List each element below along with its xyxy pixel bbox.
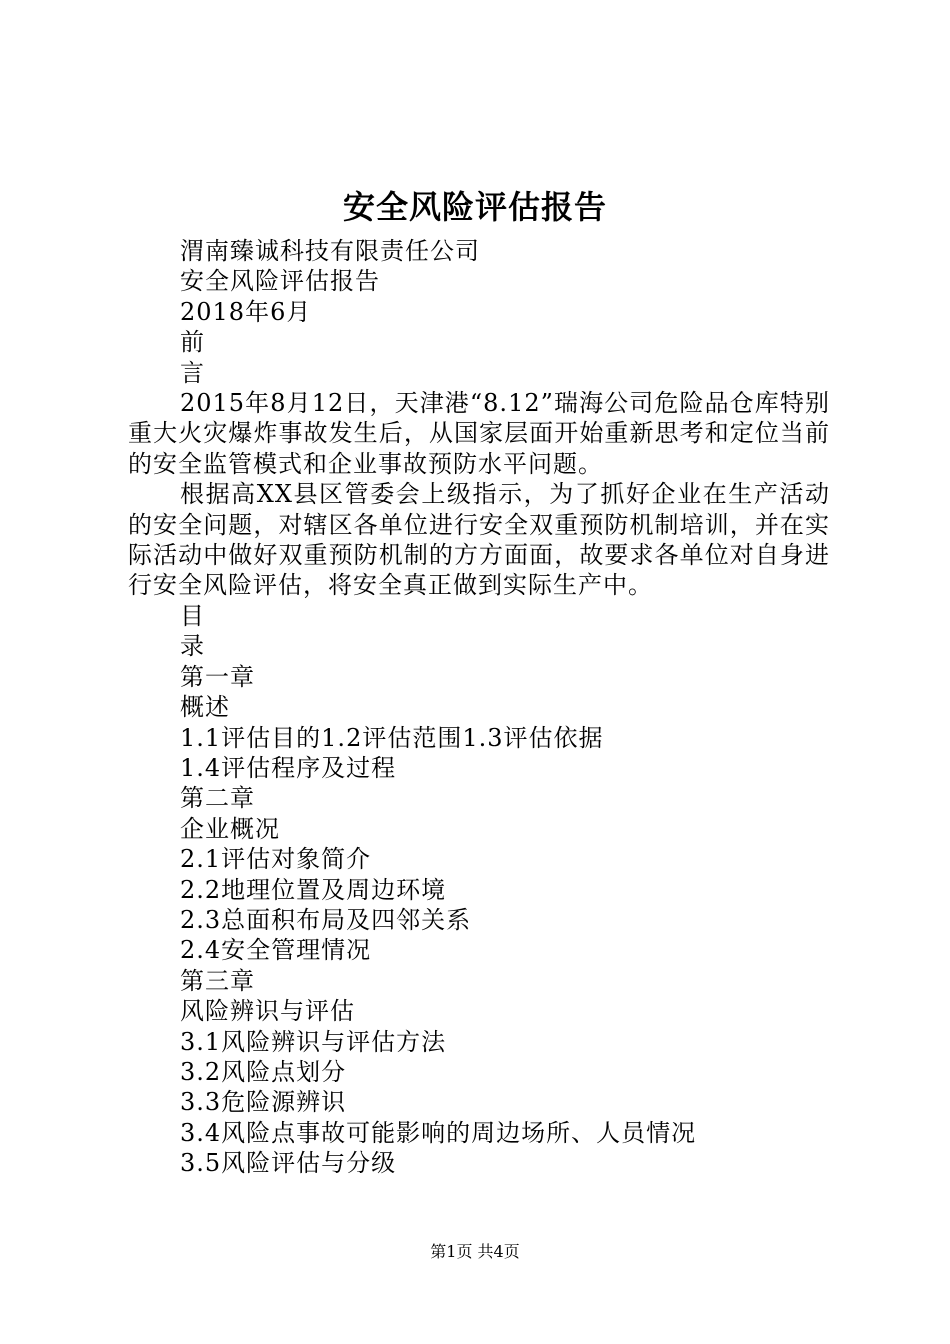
toc-chapter-title: 概述 <box>180 693 230 722</box>
document-title: 安全风险评估报告 <box>342 188 607 226</box>
toc-entry: 1.4评估程序及过程 <box>180 753 397 782</box>
toc-heading-2: 录 <box>180 632 205 661</box>
toc-entry: 2.2地理位置及周边环境 <box>180 875 447 904</box>
toc-chapter: 第三章 <box>180 966 255 995</box>
toc-entry: 3.5风险评估与分级 <box>180 1149 397 1178</box>
report-name: 安全风险评估报告 <box>180 267 380 296</box>
preface-heading-2: 言 <box>180 358 205 387</box>
toc-heading-1: 目 <box>180 601 205 630</box>
toc-entry: 3.2风险点划分 <box>180 1057 347 1086</box>
toc-entry: 3.3危险源辨识 <box>180 1088 347 1117</box>
toc-entry: 2.3总面积布局及四邻关系 <box>180 905 472 934</box>
toc-chapter-title: 企业概况 <box>180 814 280 843</box>
toc-entry: 3.1风险辨识与评估方法 <box>180 1027 447 1056</box>
toc-chapter: 第一章 <box>180 662 255 691</box>
toc-entry: 3.4风险点事故可能影响的周边场所、人员情况 <box>180 1118 697 1147</box>
toc-chapter: 第二章 <box>180 784 255 813</box>
company-name: 渭南臻诚科技有限责任公司 <box>180 237 480 265</box>
preface-heading-1: 前 <box>180 328 205 357</box>
paragraph: 2015年8月12日，天津港“8.12”瑞海公司危险品仓库特别重大火灾爆炸事故发生后，从国家层面开始重新思考和定位当前的安全监管模式和企业事故预防水平问题。 <box>128 389 830 478</box>
toc-entry: 1.1评估目的1.2评估范围1.3评估依据 <box>180 723 604 752</box>
toc-chapter-title: 风险辨识与评估 <box>180 997 355 1026</box>
document-body <box>128 236 830 1179</box>
toc-entry: 2.4安全管理情况 <box>180 936 372 965</box>
page-footer: 第1页 共4页 <box>430 1242 520 1261</box>
paragraph: 根据高XX县区管委会上级指示，为了抓好企业在生产活动的安全问题，对辖区各单位进行安全双重预防机制培训，并在实际活动中做好双重预防机制的方方面面，故要求各单位对自身进行安全风险评估，将安全真正做到实际生产中。 <box>128 480 830 600</box>
toc-entry: 2.1评估对象简介 <box>180 845 372 874</box>
report-date: 2018年6月 <box>180 297 312 326</box>
